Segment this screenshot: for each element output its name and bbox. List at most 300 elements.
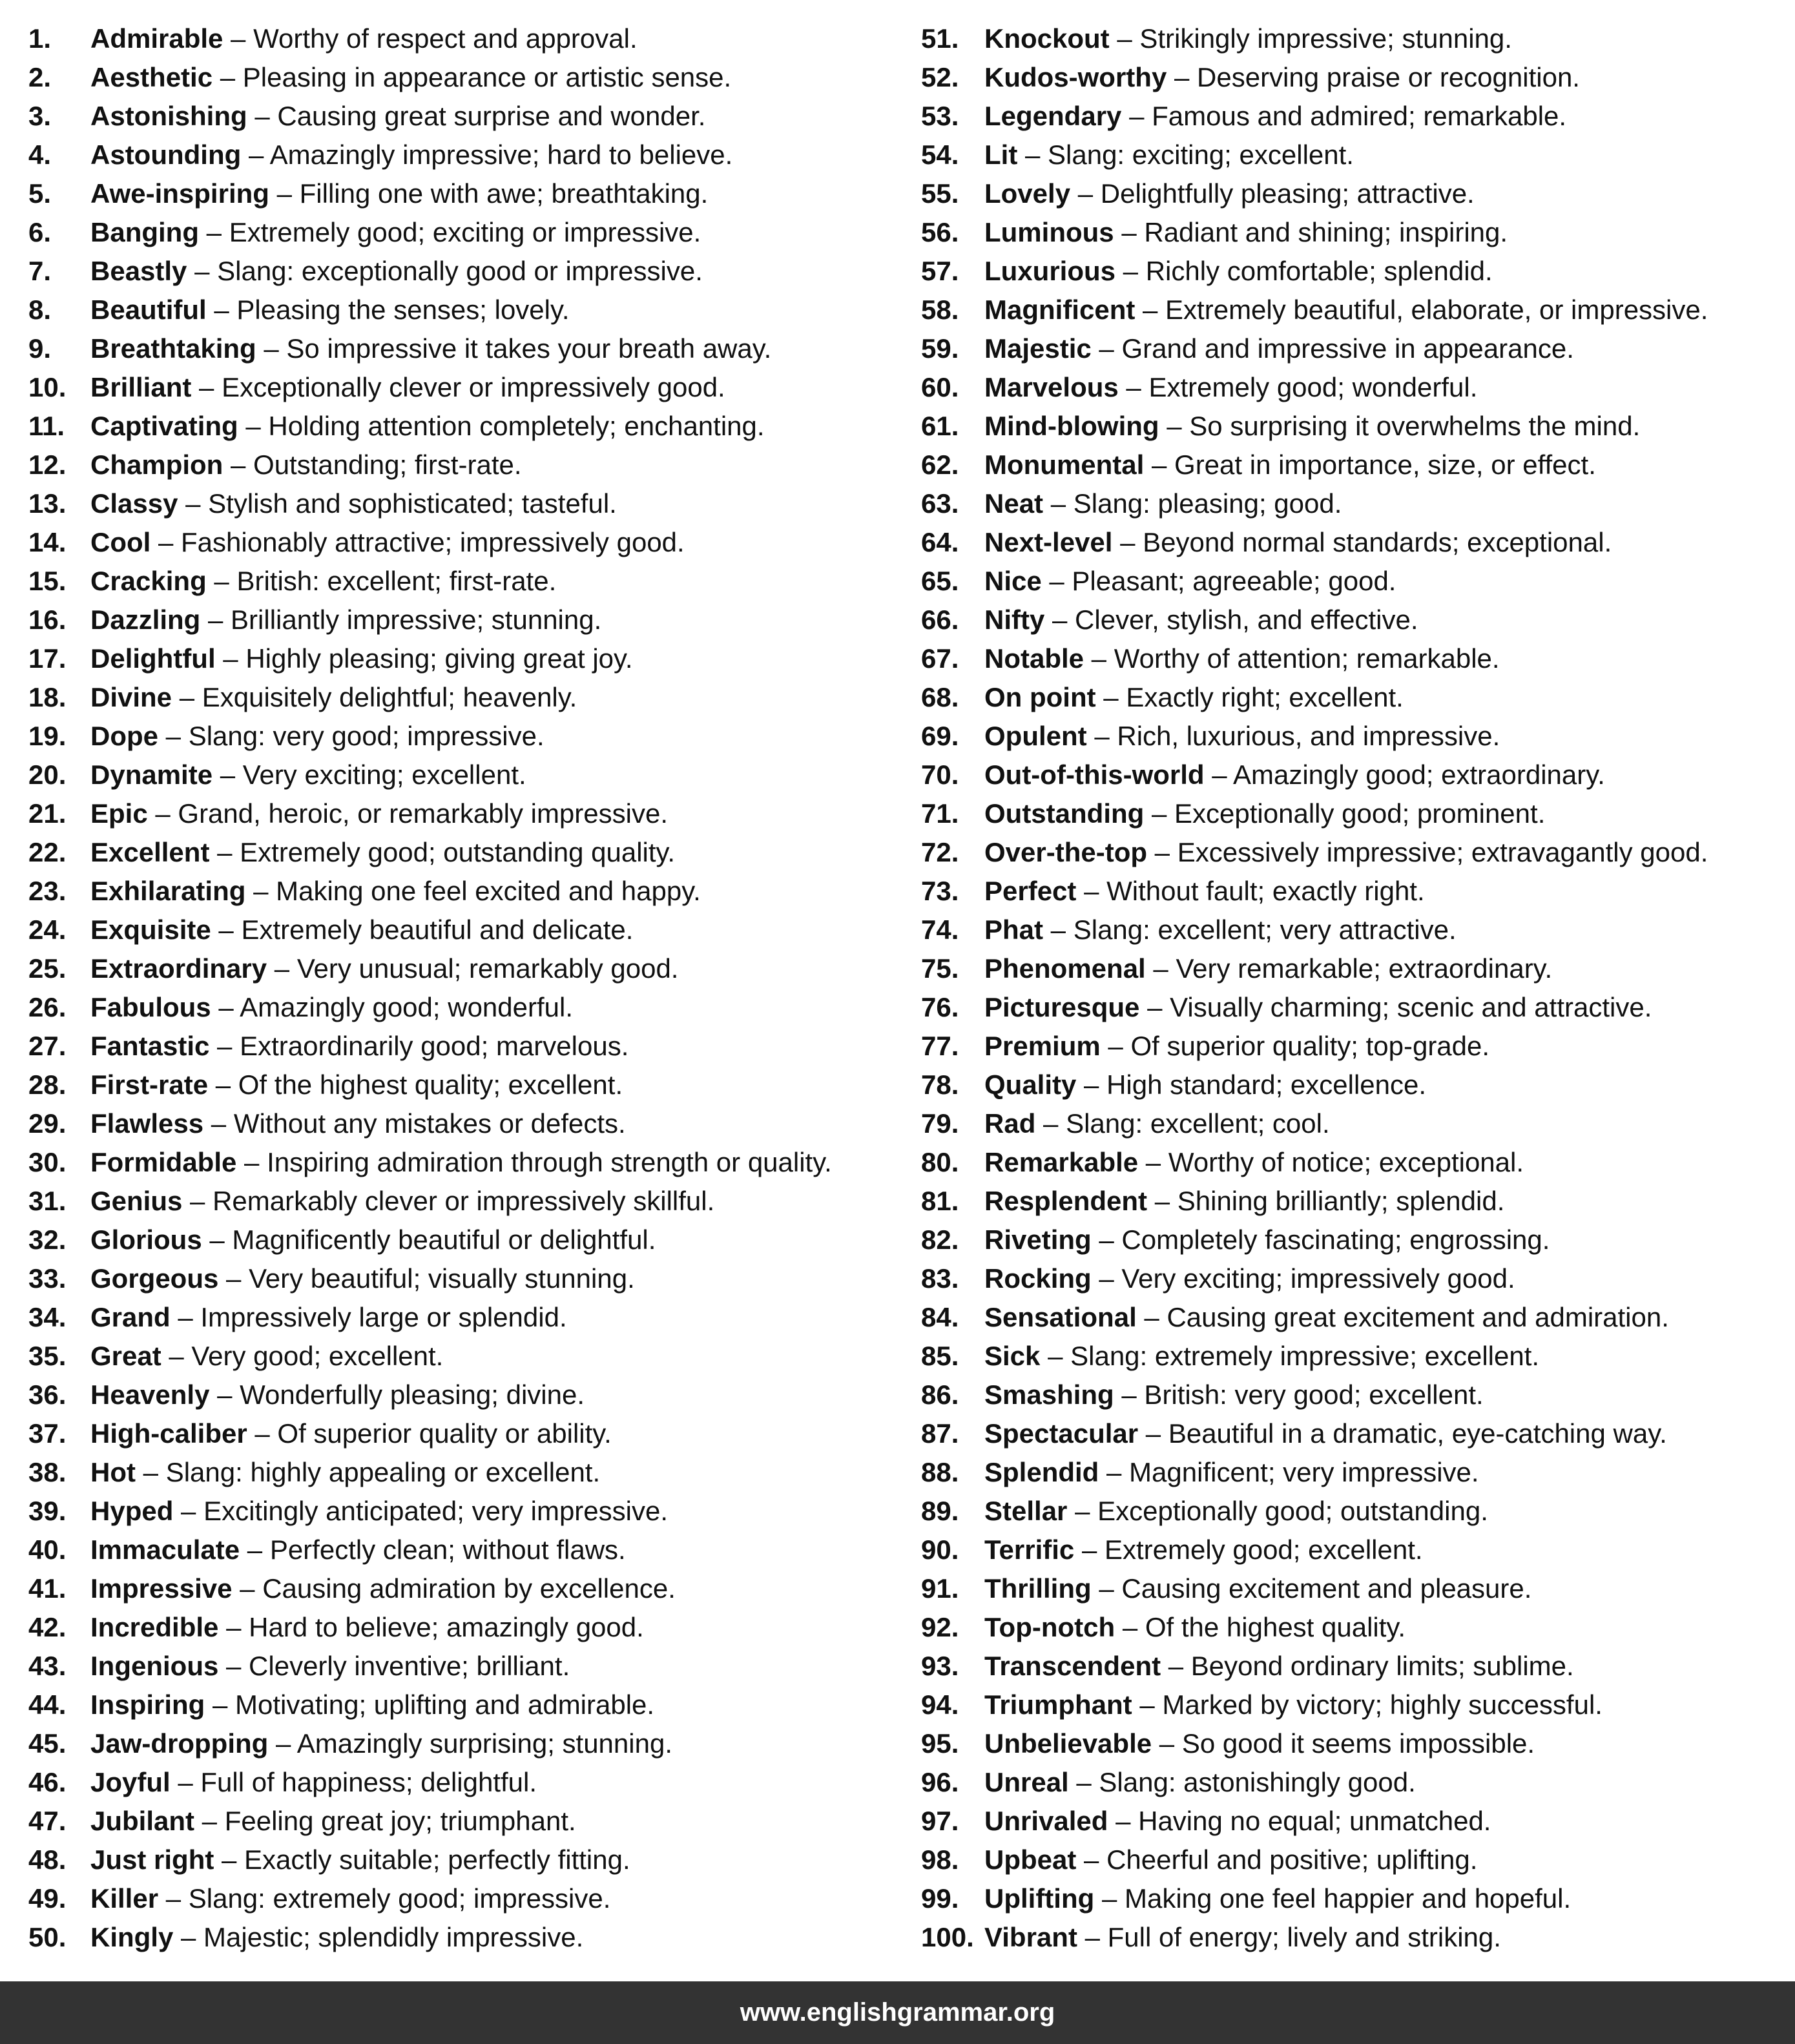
item-separator: – <box>172 682 202 712</box>
item-definition: Exceptionally good; prominent. <box>1174 798 1546 829</box>
item-word: First-rate <box>90 1069 209 1100</box>
item-definition: Perfectly clean; without flaws. <box>269 1534 626 1565</box>
item-word: Cool <box>90 527 151 557</box>
item-number: 98. <box>921 1844 959 1875</box>
item-definition: Inspiring admiration through strength or quality. <box>267 1147 832 1177</box>
item-separator: – <box>1139 992 1170 1022</box>
list-item <box>28 1221 907 1259</box>
item-word: Riveting <box>984 1224 1092 1255</box>
item-number: 14. <box>28 527 67 557</box>
item-word: Ingenious <box>90 1651 219 1681</box>
item-word: Jubilant <box>90 1806 195 1836</box>
item-word: Extraordinary <box>90 953 267 984</box>
list-item <box>921 717 1787 756</box>
item-word: Gorgeous <box>90 1263 219 1294</box>
item-text <box>90 329 771 368</box>
item-separator: – <box>194 1806 225 1836</box>
item-text <box>984 213 1508 252</box>
item-number: 93. <box>921 1651 959 1681</box>
item-definition: British: excellent; first-rate. <box>236 566 557 596</box>
item-word: Aesthetic <box>90 62 213 92</box>
item-separator: – <box>1167 62 1198 92</box>
item-text <box>984 872 1425 911</box>
list-item <box>28 1724 907 1763</box>
item-word: Resplendent <box>984 1186 1148 1216</box>
list-item <box>28 1647 907 1686</box>
item-text <box>984 1802 1491 1841</box>
list-item <box>921 136 1787 174</box>
list-item <box>28 1259 907 1298</box>
item-number: 17. <box>28 643 67 674</box>
item-separator: – <box>1108 1806 1139 1836</box>
item-text <box>90 446 522 484</box>
item-word: Admirable <box>90 23 223 54</box>
list-item <box>921 1608 1787 1647</box>
list-item <box>921 833 1787 872</box>
item-number: 49. <box>28 1883 67 1914</box>
item-definition: Amazingly good; wonderful. <box>240 992 574 1022</box>
item-definition: Making one feel happier and hopeful. <box>1124 1883 1572 1914</box>
item-separator: – <box>203 1108 234 1139</box>
item-text <box>984 252 1493 291</box>
item-definition: Slang: very good; impressive. <box>188 721 545 751</box>
footer-bar <box>0 1981 1795 2044</box>
item-number: 74. <box>921 914 959 945</box>
list-item <box>921 1182 1787 1221</box>
item-text <box>984 1841 1477 1879</box>
list-item <box>28 988 907 1027</box>
item-definition: Of the highest quality. <box>1145 1612 1406 1642</box>
item-text <box>984 678 1404 717</box>
item-definition: Making one feel excited and happy. <box>276 876 701 906</box>
item-text <box>90 1259 635 1298</box>
item-separator: – <box>147 798 178 829</box>
item-separator: – <box>211 914 242 945</box>
item-definition: Deserving praise or recognition. <box>1197 62 1580 92</box>
item-separator: – <box>1091 1263 1122 1294</box>
item-separator: – <box>1035 1108 1066 1139</box>
item-definition: Great in importance, size, or effect. <box>1174 449 1596 480</box>
item-number: 12. <box>28 449 67 480</box>
item-word: Delightful <box>90 643 216 674</box>
item-definition: Extremely good; outstanding quality. <box>240 837 676 867</box>
list-item <box>28 833 907 872</box>
list-item <box>28 756 907 794</box>
list-item <box>28 252 907 291</box>
item-word: Astounding <box>90 139 242 170</box>
item-separator: – <box>268 1728 297 1759</box>
item-number: 22. <box>28 837 67 867</box>
item-text <box>90 1569 676 1608</box>
item-word: Transcendent <box>984 1651 1161 1681</box>
item-text <box>90 562 556 601</box>
item-separator: – <box>135 1457 166 1487</box>
item-separator: – <box>1070 178 1101 209</box>
item-number: 72. <box>921 837 959 867</box>
item-definition: Exactly suitable; perfectly fitting. <box>244 1844 630 1875</box>
item-number: 97. <box>921 1806 959 1836</box>
item-word: Sick <box>984 1341 1041 1371</box>
list-item <box>28 949 907 988</box>
item-text <box>984 1763 1416 1802</box>
item-definition: Causing excitement and pleasure. <box>1121 1573 1532 1604</box>
item-word: Beautiful <box>90 294 207 325</box>
item-text <box>90 1104 626 1143</box>
item-text <box>90 213 701 252</box>
item-text <box>984 833 1708 872</box>
list-item <box>28 639 907 678</box>
item-definition: Very exciting; impressively good. <box>1121 1263 1515 1294</box>
item-number: 18. <box>28 682 67 712</box>
list-item <box>28 1492 907 1531</box>
item-text <box>90 1143 832 1182</box>
item-definition: Without any mistakes or defects. <box>233 1108 626 1139</box>
item-word: Marvelous <box>984 372 1119 402</box>
item-definition: Radiant and shining; inspiring. <box>1144 217 1508 247</box>
item-number: 27. <box>28 1031 67 1061</box>
item-separator: – <box>1076 1844 1107 1875</box>
item-word: Excellent <box>90 837 210 867</box>
item-separator: – <box>1147 1186 1178 1216</box>
item-text <box>90 911 633 949</box>
item-definition: Brilliantly impressive; stunning. <box>231 604 602 635</box>
item-word: Rad <box>984 1108 1036 1139</box>
item-definition: Exceptionally clever or impressively good. <box>222 372 725 402</box>
item-definition: Exceptionally good; outstanding. <box>1097 1496 1488 1526</box>
item-word: Legendary <box>984 101 1122 131</box>
item-number: 36. <box>28 1379 67 1410</box>
list-item <box>921 872 1787 911</box>
list-item <box>28 407 907 446</box>
item-definition: Clever, stylish, and effective. <box>1075 604 1418 635</box>
item-text <box>90 136 732 174</box>
item-definition: Amazingly good; extraordinary. <box>1232 759 1605 790</box>
item-word: Remarkable <box>984 1147 1139 1177</box>
item-text <box>90 523 685 562</box>
item-word: Lovely <box>984 178 1071 209</box>
item-text <box>984 1182 1504 1221</box>
list-item <box>28 213 907 252</box>
item-separator: – <box>1094 1883 1125 1914</box>
item-separator: – <box>206 294 237 325</box>
item-number: 84. <box>921 1302 959 1332</box>
item-definition: Extremely beautiful and delicate. <box>241 914 634 945</box>
list-item <box>921 1724 1787 1763</box>
item-definition: Extremely beautiful, elaborate, or impressive. <box>1165 294 1708 325</box>
item-number: 26. <box>28 992 67 1022</box>
item-separator: – <box>1204 759 1233 790</box>
item-word: Flawless <box>90 1108 204 1139</box>
item-word: Classy <box>90 488 178 519</box>
item-number: 48. <box>28 1844 67 1875</box>
item-definition: Exactly right; excellent. <box>1126 682 1404 712</box>
item-definition: Filling one with awe; breathtaking. <box>299 178 709 209</box>
item-number: 75. <box>921 953 959 984</box>
item-word: Impressive <box>90 1573 233 1604</box>
item-word: Captivating <box>90 411 238 441</box>
item-number: 40. <box>28 1534 67 1565</box>
item-definition: Full of happiness; delightful. <box>200 1767 537 1797</box>
item-text <box>984 97 1566 136</box>
item-word: Vibrant <box>984 1922 1077 1952</box>
list-item <box>28 872 907 911</box>
item-definition: Slang: excellent; very attractive. <box>1073 914 1457 945</box>
list-item <box>921 1143 1787 1182</box>
item-word: Brilliant <box>90 372 192 402</box>
list-item <box>921 19 1787 58</box>
item-word: Out-of-this-world <box>984 759 1205 790</box>
item-number: 2. <box>28 62 52 92</box>
item-separator: – <box>218 1263 249 1294</box>
list-item <box>921 1569 1787 1608</box>
item-word: Neat <box>984 488 1044 519</box>
item-separator: – <box>213 62 243 92</box>
item-text <box>984 756 1605 794</box>
item-definition: Slang: pleasing; good. <box>1073 488 1342 519</box>
item-definition: Of superior quality; top-grade. <box>1130 1031 1490 1061</box>
item-text <box>90 1027 628 1066</box>
list-item <box>921 678 1787 717</box>
item-word: Top-notch <box>984 1612 1115 1642</box>
item-definition: Marked by victory; highly successful. <box>1162 1689 1603 1720</box>
item-definition: Feeling great joy; triumphant. <box>224 1806 576 1836</box>
item-word: Luxurious <box>984 256 1116 286</box>
item-text <box>984 1376 1484 1414</box>
item-text <box>90 407 765 446</box>
item-separator: – <box>182 1186 213 1216</box>
list-item <box>28 1453 907 1492</box>
item-number: 10. <box>28 372 67 402</box>
item-number: 6. <box>28 217 52 247</box>
footer-url[interactable]: www.englishgrammar.org <box>740 1998 1055 2027</box>
list-item <box>28 678 907 717</box>
item-definition: Worthy of attention; remarkable. <box>1114 643 1500 674</box>
item-number: 85. <box>921 1341 959 1371</box>
item-number: 99. <box>921 1883 959 1914</box>
item-definition: High standard; excellence. <box>1106 1069 1427 1100</box>
item-text <box>984 1686 1603 1724</box>
item-number: 87. <box>921 1418 959 1449</box>
list-item <box>28 1802 907 1841</box>
item-text <box>90 794 668 833</box>
list-item <box>921 1763 1787 1802</box>
item-word: Splendid <box>984 1457 1099 1487</box>
item-number: 54. <box>921 139 959 170</box>
item-word: Cracking <box>90 566 207 596</box>
item-word: Just right <box>90 1844 214 1875</box>
item-definition: Famous and admired; remarkable. <box>1152 101 1567 131</box>
item-text <box>984 988 1652 1027</box>
item-number: 38. <box>28 1457 67 1487</box>
item-word: Heavenly <box>90 1379 210 1410</box>
item-text <box>984 291 1708 329</box>
list-item <box>921 484 1787 523</box>
item-separator: – <box>1112 527 1143 557</box>
item-number: 43. <box>28 1651 67 1681</box>
item-word: Dynamite <box>90 759 213 790</box>
item-number: 68. <box>921 682 959 712</box>
item-definition: So good it seems impossible. <box>1181 1728 1535 1759</box>
item-definition: Richly comfortable; splendid. <box>1145 256 1493 286</box>
item-number: 63. <box>921 488 959 519</box>
item-word: Incredible <box>90 1612 219 1642</box>
item-separator: – <box>161 1341 192 1371</box>
item-word: Sensational <box>984 1302 1137 1332</box>
item-word: Exhilarating <box>90 876 246 906</box>
item-text <box>90 601 601 639</box>
list-item <box>28 1414 907 1453</box>
item-separator: – <box>1114 1379 1145 1410</box>
item-word: High-caliber <box>90 1418 247 1449</box>
item-text <box>90 756 526 794</box>
item-definition: Pleasing the senses; lovely. <box>236 294 570 325</box>
item-number: 91. <box>921 1573 959 1604</box>
item-separator: – <box>238 411 269 441</box>
item-definition: Extraordinarily good; marvelous. <box>240 1031 629 1061</box>
list-item <box>921 1298 1787 1337</box>
item-definition: Worthy of notice; exceptional. <box>1168 1147 1524 1177</box>
item-definition: Cleverly inventive; brilliant. <box>249 1651 570 1681</box>
item-separator: – <box>187 256 218 286</box>
item-word: Inspiring <box>90 1689 205 1720</box>
item-text <box>90 872 701 911</box>
item-word: Kingly <box>90 1922 174 1952</box>
item-definition: Slang: extremely impressive; excellent. <box>1070 1341 1540 1371</box>
list-item <box>921 1104 1787 1143</box>
item-definition: Causing great surprise and wonder. <box>277 101 706 131</box>
item-number: 71. <box>921 798 959 829</box>
item-number: 37. <box>28 1418 67 1449</box>
item-number: 70. <box>921 759 959 790</box>
item-definition: Shining brilliantly; splendid. <box>1177 1186 1505 1216</box>
item-definition: Very exciting; excellent. <box>242 759 526 790</box>
item-text <box>984 601 1418 639</box>
item-number: 28. <box>28 1069 67 1100</box>
item-word: Smashing <box>984 1379 1114 1410</box>
item-separator: – <box>1135 294 1166 325</box>
item-text <box>984 1414 1667 1453</box>
item-text <box>984 1259 1515 1298</box>
list-item <box>921 794 1787 833</box>
item-definition: Excessively impressive; extravagantly good. <box>1177 837 1708 867</box>
item-separator: – <box>209 1031 240 1061</box>
item-separator: – <box>267 953 297 984</box>
item-word: Next-level <box>984 527 1113 557</box>
list-item <box>28 484 907 523</box>
item-number: 20. <box>28 759 67 790</box>
item-number: 41. <box>28 1573 67 1604</box>
item-number: 79. <box>921 1108 959 1139</box>
item-text <box>90 1763 537 1802</box>
list-item <box>921 1027 1787 1066</box>
list-item <box>28 1337 907 1376</box>
item-definition: Extremely good; exciting or impressive. <box>229 217 701 247</box>
item-word: Unrivaled <box>984 1806 1108 1836</box>
item-definition: Slang: exciting; excellent. <box>1048 139 1354 170</box>
item-separator: – <box>214 1844 245 1875</box>
item-number: 15. <box>28 566 67 596</box>
list-item <box>28 58 907 97</box>
item-word: Lit <box>984 139 1018 170</box>
item-text <box>90 1608 644 1647</box>
item-definition: Slang: excellent; cool. <box>1066 1108 1330 1139</box>
item-text <box>984 1918 1501 1957</box>
item-definition: British: very good; excellent. <box>1144 1379 1484 1410</box>
item-word: Monumental <box>984 449 1145 480</box>
item-definition: Hard to believe; amazingly good. <box>249 1612 644 1642</box>
item-text <box>90 1376 585 1414</box>
list-item <box>921 1414 1787 1453</box>
item-text <box>984 1531 1423 1569</box>
item-number: 29. <box>28 1108 67 1139</box>
item-text <box>984 174 1475 213</box>
item-separator: – <box>1068 1767 1099 1797</box>
item-definition: Without fault; exactly right. <box>1106 876 1425 906</box>
list-item <box>28 1376 907 1414</box>
list-item <box>921 523 1787 562</box>
list-item <box>921 988 1787 1027</box>
item-separator: – <box>1017 139 1048 170</box>
item-separator: – <box>1114 217 1145 247</box>
item-definition: Beautiful in a dramatic, eye-catching way. <box>1168 1418 1667 1449</box>
list-item <box>921 1647 1787 1686</box>
list-item <box>921 1066 1787 1104</box>
item-number: 4. <box>28 139 52 170</box>
item-definition: Outstanding; first-rate. <box>253 449 522 480</box>
item-word: Hyped <box>90 1496 174 1526</box>
list-item <box>921 1492 1787 1531</box>
list-item <box>921 368 1787 407</box>
item-text <box>984 1608 1406 1647</box>
item-separator: – <box>1043 914 1074 945</box>
list-item <box>28 717 907 756</box>
list-item <box>28 523 907 562</box>
list-item <box>921 97 1787 136</box>
item-text <box>90 1221 656 1259</box>
item-number: 66. <box>921 604 959 635</box>
item-word: Thrilling <box>984 1573 1092 1604</box>
list-item <box>921 1453 1787 1492</box>
item-number: 81. <box>921 1186 959 1216</box>
item-definition: Remarkably clever or impressively skillful. <box>213 1186 715 1216</box>
item-number: 25. <box>28 953 67 984</box>
item-number: 83. <box>921 1263 959 1294</box>
item-text <box>90 174 708 213</box>
item-separator: – <box>209 837 240 867</box>
item-word: Banging <box>90 217 199 247</box>
item-number: 78. <box>921 1069 959 1100</box>
item-text <box>90 1298 567 1337</box>
list-item <box>28 19 907 58</box>
item-definition: Very beautiful; visually stunning. <box>249 1263 635 1294</box>
item-number: 60. <box>921 372 959 402</box>
item-definition: Amazingly surprising; stunning. <box>296 1728 672 1759</box>
item-number: 94. <box>921 1689 959 1720</box>
list-item <box>28 446 907 484</box>
item-text <box>984 19 1512 58</box>
item-separator: – <box>247 101 278 131</box>
list-item <box>28 174 907 213</box>
item-number: 64. <box>921 527 959 557</box>
item-separator: – <box>1091 333 1122 364</box>
item-word: Dope <box>90 721 158 751</box>
list-item <box>28 368 907 407</box>
item-word: Stellar <box>984 1496 1068 1526</box>
item-separator: – <box>1147 837 1178 867</box>
list-item <box>921 407 1787 446</box>
item-number: 50. <box>28 1922 67 1952</box>
item-definition: Extremely good; excellent. <box>1104 1534 1423 1565</box>
